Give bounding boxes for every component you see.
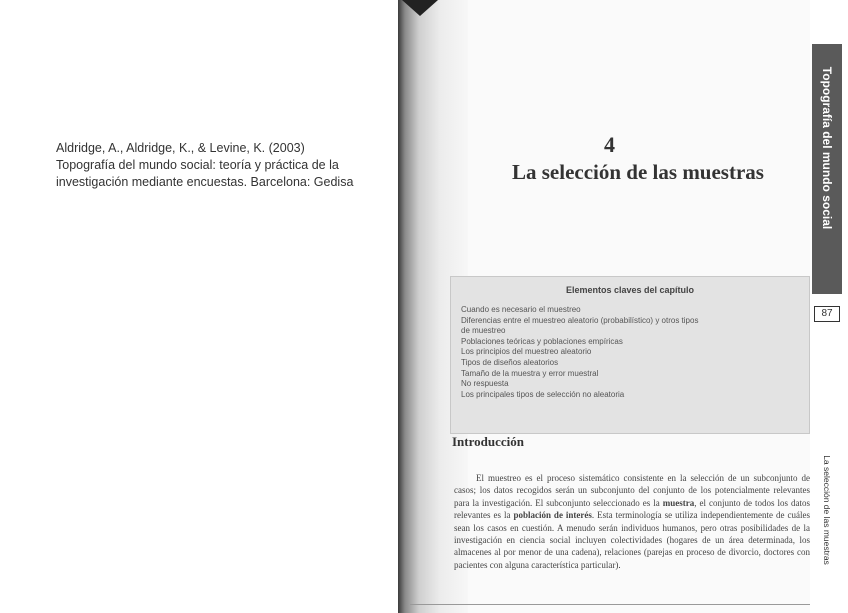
body-paragraph [454,472,810,571]
key-elements-title: Elementos claves del capítulo [565,285,695,295]
page-number: 87 [814,306,840,322]
key-element-item: Los principios del muestreo aleatorio [461,347,592,357]
chapter-running-title: La selección de las muestras [822,455,832,565]
left-page [0,0,398,613]
body-text-part: El muestreo es el proceso sistemático consistente en la selección de un subconjunto de casos; los datos recogidos serán un subconjunto del conjunto de los potencialmente relevantes para la investigación. El subconjunto seleccionado es la [454,473,810,508]
key-elements-list [451,305,809,400]
key-element-item: Diferencias entre el muestreo aleatorio (probabilístico) y otros tipos de muestreo [461,315,699,336]
chapter-title: La selección de las muestras [512,160,764,184]
key-element-item: Cuando es necesario el muestreo [461,305,581,314]
section-heading: Introducción [452,434,524,449]
citation-line: investigación mediante encuestas. Barcelona: Gedisa [56,175,354,189]
body-term-muestra: muestra [662,497,695,508]
citation-line: Aldridge, A., Aldridge, K., & Levine, K. (2003) [56,141,305,155]
key-elements-box [450,276,810,434]
key-element-item: Tamaño de la muestra y error muestral [461,368,599,378]
page-bottom-edge [410,604,810,605]
key-element-item: No respuesta [461,379,509,389]
citation-line: Topografía del mundo social: teoría y práctica de la [56,158,339,172]
body-text-part: . Esta terminología se utiliza independientemente de cuáles sean los casos en cuestión. A menudo serán individuos humanos, pero otras posibilidades de la investigación en ciencia social incluyen colectividades (hogares de un área determinada, los almacenes al por menor de una cadena), relaciones (parejas en proceso de divorcio, doctores con pacientes con alguna característica particular). [454,510,810,570]
key-element-item: Los principales tipos de selección no aleatoria [461,389,625,399]
book-title-tab-text: Topografía del mundo social [820,66,834,230]
body-text-part: , el conjunto de todos los datos relevantes es la [454,497,810,521]
body-term-poblacion: población de interés [513,510,592,521]
citation [56,140,376,191]
key-element-item: Tipos de diseños aleatorios [461,357,559,367]
key-element-item: Poblaciones teóricas y poblaciones empíricas [461,336,623,346]
chapter-number: 4 [604,132,615,157]
